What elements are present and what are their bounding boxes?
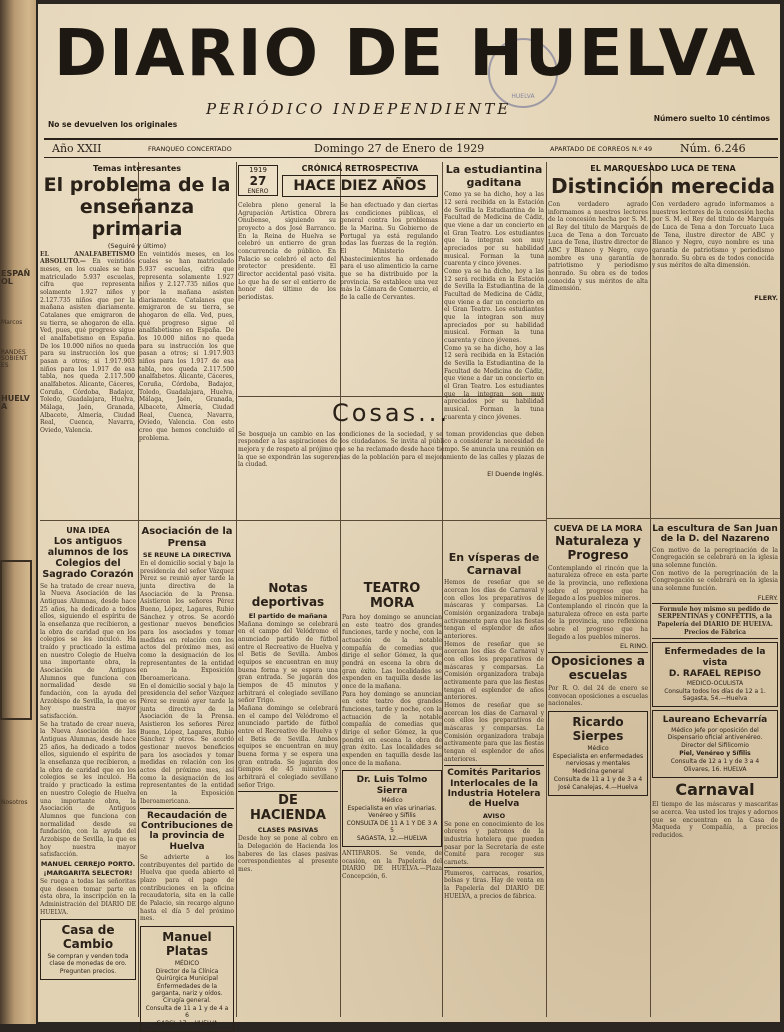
ad-line: José Canalejas, 4.—Huelva	[558, 783, 638, 791]
article-headline: Cosas...	[331, 399, 451, 427]
casa-de-cambio-ad	[40, 919, 136, 980]
article-tail: Con esto creo que hemos concluido el problema.	[139, 419, 234, 442]
post-box: APARTADO DE CORREOS N.º 49	[550, 145, 653, 153]
ad-name: D. RAFAEL REPISO	[668, 669, 762, 680]
ad-line: GARCI, 17.—HUELVA	[156, 1019, 218, 1027]
price-notice: Número suelto 10 céntimos	[653, 114, 770, 123]
ad-subtitle: Médico	[381, 797, 403, 804]
article-body: El tiempo de las máscaras y mascaritas se acerca. Vea usted los trajes y adornos que se encuentran en la Casa de Maqueda y Compañía, a precios reducidos.	[652, 801, 778, 839]
article-body: Mañana domingo se celebrará en el campo del Velódromo el anunciado partido de fútbol entre el Recreativo de Huelva y el Betis de Sevilla. Ambos equipos se encuentran en muy buena forma y se espera una gran entrada. Se jugarán dos tiempos de 45 minutos y arbitrará el colegiado sevillano señor Trigo.	[238, 620, 338, 705]
laureano-echevarria-ad	[652, 710, 778, 777]
binding-fragment: HUELVA	[1, 394, 30, 412]
notice-body: Plumeros, carracas, rosarios, bolsas y tiras. Hay de venta en la Papelería del DIARIO DE HUELVA, a precios de fábrica.	[444, 867, 544, 901]
binding-fragment: Marcos	[1, 319, 23, 326]
article-headline: DE HACIENDA	[238, 791, 338, 824]
serpentinas-ad: Formule hoy mismo su pedido de SERPENTINAS y CONFETTIS, a la Papelería del DIARIO DE HUELVA. Precios de Fábrica	[652, 603, 778, 640]
article-distincion	[548, 162, 778, 514]
article-headline: HACE DIEZ AÑOS	[282, 175, 438, 197]
article-kicker: CUEVA DE LA MORA	[553, 524, 643, 533]
article-signature: MANUEL CERREJO PORTO.	[40, 859, 136, 868]
ad-line: Especialista en enfermedades nerviosas y mentales	[552, 752, 644, 767]
article-body: Con motivo de la peregrinación de la Congregación se celebrará en la iglesia una solemne función.	[652, 569, 778, 593]
article-subhead: SE REUNE LA DIRECTIVA	[142, 551, 232, 559]
column-rule	[236, 162, 237, 1017]
ad-line: SAGASTA, 12.—HUELVA	[356, 835, 428, 842]
article-body: Mañana domingo se celebrará en el campo del Velódromo el anunciado partido de fútbol entre el Recreativo de Huelva y el Betis de Sevilla. Ambos equipos se encuentran en muy buena forma y se espera una gran entrada. Se jugarán dos tiempos de 45 minutos y arbitrará el colegiado sevillano señor Trigo.	[238, 704, 338, 789]
ad-title: Manuel Platas	[162, 929, 212, 958]
binding-fragment: RANDES SOBIENTES	[1, 349, 28, 369]
ad-line: Director del Sifilicomio	[681, 741, 749, 749]
article-body: Como ya se ha dicho, hoy a las 12 será recibida en la Estación de Sevilla la Estudiantina de la Facultad de Medicina de Cádiz, que viene a dar un concierto en el Gran Teatro. Los estudiantes que la integran son muy apreciados por su habilidad musical. Forman la tuna cuarenta y cinco jóvenes.	[444, 344, 544, 421]
article-headline: Distinción merecida	[550, 174, 776, 198]
ad-title: Ricardo Sierpes	[572, 714, 624, 743]
article-kicker: CRÓNICA RETROSPECTIVA	[301, 164, 419, 173]
article-body: Celebra pleno general la Agrupación Artística Obrera Onubense, siguiendo su proyecto a dos José Barranco. En la Reina de Huelva se celebró un entierro de gran concurrencia de público. En Palacio se celebró el acto del protector presidente. El director accidental pasó visita. Lo que ha de ser el entierro de honor del último de los periodistas.	[238, 202, 336, 302]
article-body: Con verdadero agrado informamos a nuestros lectores de la concesión hecha por S. M. el Rey del título de Marqués de Luca de Tena a don Torcuato Luca de Tena, ilustre director de ABC y Blanco y Negro, cuyo nombre es una garantía de patriotismo y periodismo honrado. Su obra es de todos conocida y sus méritos de alta dimensión.	[548, 201, 648, 293]
article-signature: FLERY.	[754, 294, 778, 303]
dateline-bar	[44, 138, 778, 158]
newspaper-page	[38, 4, 780, 1027]
article-byline: (Seguiré y último)	[107, 241, 167, 250]
ad-line: Medicina general	[572, 767, 624, 775]
article-kicker: Temas interesantes	[92, 164, 182, 173]
article-headline: La estudiantina gaditana	[445, 163, 543, 189]
article-body: En veintidós meses, en los cuales se han matriculado 5.937 escuelas, cifra que representa solamente 1.927 niños y 2.127.735 niños que por la mañana asisten diariamente. Catalanes que emigraron de su tierra, se ahogaron de ella. Ved, pues, qué progreso sigue el analfabetismo en España. De los 10.000 niños no queda para su instrucción los que pasan a otros; si 1.917.903 niños para los 1.917 de esa tabla, nos queda 2.117.500 analfabetos. Alicante, Cáceres, Coruña, Córdoba, Badajoz, Toledo, Guadalajara, Huelva, Málaga, Jaén, Granada, Albacete, Almería, Ciudad Real, Cuenca, Navarra, Oviedo, Valencia.	[139, 250, 234, 427]
ad-line: Piel, Venéreo y Sífilis	[679, 749, 751, 757]
issue-date: Domingo 27 de Enero de 1929	[314, 142, 485, 155]
article-ensenanza	[40, 162, 234, 514]
article-headline: Comités Paritarios Interlocales de la Industria Hotelera de Huelva	[444, 765, 544, 809]
article-signature: FLERY.	[757, 593, 778, 602]
ad-line: Consulta todos los días de 12 a 1. Sagasta, 54.—Huelva	[664, 688, 766, 703]
article-headline: La escultura de San Juan de la D. del Nazareno	[652, 524, 778, 545]
article-body: Contemplando el rincón que la naturaleza ofrece en esta parte de la provincia, uno reflexiona sobre el progreso que ha llegado a los pueblos mineros.	[548, 602, 648, 641]
article-subhead: El partido de mañana	[248, 611, 328, 620]
section-rule	[546, 518, 780, 519]
article-body: Para hoy domingo se anuncian en este teatro dos grandes funciones, tarde y noche, con la actuación de la notable compañía de comedias que dirige el señor Gómez, la que pondrá en escena la obra de gran éxito. Las localidades se expenden en taquilla desde las once de la mañana.	[342, 690, 442, 767]
article-body: Se advierte a los contribuyentes del partido de Huelva que queda abierto el plazo para el pago de contribuciones en la oficina recaudatoria, sita en la calle de Palacio, sin recargo alguno hasta el día 5 del próximo mes.	[140, 853, 234, 923]
article-body: Para hoy domingo se anuncian en este teatro dos grandes funciones, tarde y noche, con la actuación de la notable compañía de comedias que dirige el señor Gómez, la que pondrá en escena la obra de gran éxito. Las localidades se expenden en taquilla desde las once de la mañana.	[342, 613, 442, 690]
ad-title: Enfermedades de la vista	[664, 647, 766, 668]
article-signature: El Duende Inglés.	[487, 469, 544, 478]
article-body: Hemos de reseñar que se acercan los días de Carnaval y con ellos los preparativos de máscaras y comparsas. La Comisión organizadora trabaja activamente para que las fiestas tengan el esplendor de años anteriores.	[444, 579, 544, 640]
ad-subtitle: MEDICO-OCULISTA	[686, 680, 744, 688]
article-headline: Carnaval	[675, 779, 755, 799]
article-hace-diez-anos	[238, 162, 438, 394]
binding-ad-frame	[0, 560, 32, 720]
article-body: Hemos de reseñar que se acercan los días de Carnaval y con ellos los preparativos de máscaras y comparsas. La Comisión organizadora trabaja activamente para que las fiestas tengan el esplendor de años anteriores.	[444, 640, 544, 702]
notice-body: ANTIFAROS. Se vende, de ocasión, en la Papelería del DIARIO DE HUELVA.—Plaza Concepción, 6.	[342, 850, 442, 881]
article-headline: TEATRO MORA	[363, 581, 421, 611]
book-binding	[0, 0, 36, 1024]
article-body: Se han efectuado y dan ciertas las condiciones públicas, el general contra los problemas de la Marina. Su Gobierno de Portugal ya está regulando todas las fuerzas de la región. El Ministerio de Abastecimientos ha ordenado para el uso alimenticio la carne que se ha distribuido por la provincia. Se establece una vez más la Cámara de Comercio, el de la calle de Cervantes.	[340, 202, 438, 302]
notice-title: ¡MARGARITA SELECTOR!	[43, 868, 133, 877]
article-kicker: EL MARQUESADO LUCA DE TENA	[590, 164, 736, 173]
newspaper-subtitle: PERIÓDICO INDEPENDIENTE	[206, 100, 512, 118]
article-escultura	[652, 522, 778, 1014]
article-asociacion-prensa	[140, 524, 234, 1027]
ad-line: Enfermedades de la garganta, nariz y oídos. Cirugía general.	[151, 982, 223, 1004]
ad-title: Dr. Luis Tolmo Sierra	[356, 775, 428, 796]
article-headline: En vísperas de Carnaval	[448, 551, 540, 577]
article-estudiantina	[444, 162, 544, 552]
article-body: Hemos de reseñar que se acercan los días de Carnaval y con ellos los preparativos de máscaras y comparsas. La Comisión organizadora trabaja activamente para que las fiestas tengan el esplendor de años anteriores.	[444, 702, 544, 763]
postage-note: FRANQUEO CONCERTADO	[148, 145, 232, 153]
article-notas-deportivas	[238, 580, 338, 1014]
manuel-platas-ad	[140, 926, 234, 1032]
article-visperas-carnaval	[444, 550, 544, 1014]
article-body: Con motivo de la peregrinación de la Congregación se celebrará en la iglesia una solemne función.	[652, 546, 778, 570]
article-body: Como ya se ha dicho, hoy a las 12 será recibida en la Estación de Sevilla la Estudiantina de la Facultad de Medicina de Cádiz, que viene a dar un concierto en el Gran Teatro. Los estudiantes que la integran son muy apreciados por su habilidad musical. Forman la tuna cuarenta y cinco jóvenes.	[444, 191, 544, 268]
article-body: Se bosqueja un cambio en las condiciones de la sociedad, y se toman providencias que deben responder a las aspiraciones de los ciudadanos. Se invita al público a considerar la necesidad de mejora y de respeto al prójimo que se ha reclamado desde hace tiempo. Se anuncia una reunión en la que se expondrán las sugerencias de la población para el mejoramiento de las calles y plazas de la ciudad.	[238, 430, 544, 469]
article-body: En el domicilio social y bajo la presidencia del señor Vázquez Pérez se reunió ayer tarde la junta directiva de la Asociación de la Prensa. Asistieron los señores Pérez Bueno, López, Lagares, Rubio Sánchez y otros. Se acordó gestionar nuevos beneficios para los asociados y tomar medidas en relación con los actos del próximo mes, así como la designación de los representantes de la entidad en la Exposición Iberoamericana.	[140, 682, 234, 805]
article-headline: Recaudación de Contribuciones de la provincia de Huelva	[140, 808, 234, 852]
article-subhead: AVISO	[482, 811, 506, 820]
article-body: Se pone en conocimiento de los obreros y patronos de la industria hotelera que pueden pasar por la Secretaría de este Comité para recoger sus carnets.	[444, 820, 544, 867]
masthead	[44, 8, 778, 140]
ad-line: Olivares, 16. HUELVA	[683, 765, 747, 773]
volume-year: Año XXII	[52, 142, 102, 155]
article-body: Se ha tratado de crear nueva, la Nueva Asociación de las Antiguas Alumnas, desde hace 25 años, ha dedicado a todos ellos, siguiendo el espíritu de la enseñanza que recibieron, a la obra de caridad que en los colegios se les inculcó. Ha traído y practicado la estima en nuestro Colegio de Huelva una importante obra, la Asociación de Antiguos Alumnos que funciona con normalidad desde su fundación, con la ayuda del Arzobispo de Sevilla, la que es hoy nuestra mayor satisfacción.	[40, 582, 136, 721]
date-box: 1919 27 ENERO	[238, 165, 278, 196]
ad-line: Se compran y venden toda clase de monedas de oro.	[47, 952, 129, 967]
article-body: En el domicilio social y bajo la presidencia del señor Vázquez Pérez se reunió ayer tarde la junta directiva de la Asociación de la Prensa. Asistieron los señores Pérez Bueno, López, Lagares, Rubio Sánchez y otros. Se acordó gestionar nuevos beneficios para los asociados y tomar medidas en relación con los actos del próximo mes, así como la designación de los representantes de la entidad en la Exposición Iberoamericana.	[140, 560, 234, 683]
ad-line: Consulta de 11 a 1 y de 4 a 6	[145, 1004, 229, 1019]
article-headline: Naturaleza y Progreso	[555, 534, 641, 562]
article-body: Con verdadero agrado informamos a nuestros lectores de la concesión hecha por S. M. el Rey del título de Marqués de Luca de Tena a don Torcuato Luca de Tena, ilustre director de ABC y Blanco y Negro, cuyo nombre es una garantía de patriotismo y periodismo honrado. Su obra es de todos conocida y sus méritos de alta dimensión.	[652, 201, 774, 270]
article-signature: EL RINO.	[619, 642, 648, 651]
binding-fragment: ESPAÑOL	[1, 269, 31, 287]
ad-subtitle: MÉDICO	[174, 959, 200, 967]
article-body: Contemplando el rincón que la naturaleza ofrece en esta parte de la provincia, uno reflexiona sobre el progreso que ha llegado a los pueblos mineros.	[548, 564, 648, 603]
article-headline: Notas deportivas	[251, 581, 325, 609]
binding-fragment: Nosotros	[1, 799, 28, 806]
article-antiguos-alumnos	[40, 524, 136, 1014]
issue-number: Núm. 6.246	[680, 142, 746, 155]
newspaper-title: DIARIO DE HUELVA	[54, 17, 758, 91]
ad-line: CONSULTA DE 11 A 1 Y DE 3 A 5	[346, 820, 438, 834]
ad-title: Laureano Echevarría	[662, 715, 768, 726]
rafael-repiso-ad	[652, 642, 778, 707]
article-body: Desde hoy se pone al cobro en la Delegación de Hacienda los haberes de las clases pasivas correspondientes al presente mes.	[238, 835, 338, 873]
originals-notice: No se devuelven los originales	[48, 120, 178, 129]
article-lead: EL ANALFABETISMO ABSOLUTO.—	[40, 250, 135, 266]
notice-body: Se ruega a todas las señoritas que deseen tomar parte en esta obra, la inscripción en la Administración del DIARIO DE HUELVA.	[40, 877, 136, 916]
ad-subtitle: Médico	[587, 744, 609, 752]
ad-line: Director de la Clínica Quirúrgica Municipal	[155, 967, 219, 982]
ad-line: Especialista en vías urinarias. Venéreo y Sífilis	[347, 805, 437, 819]
article-body: Por R. O. del 24 de enero se convocan oposiciones a escuelas nacionales.	[548, 684, 648, 708]
article-headline: Oposiciones a escuelas	[548, 652, 648, 683]
article-body: Como ya se ha dicho, hoy a las 12 será recibida en la Estación de Sevilla la Estudiantina de la Facultad de Medicina de Cádiz, que viene a dar un concierto en el Gran Teatro. Los estudiantes que la integran son muy apreciados por su habilidad musical. Forman la tuna cuarenta y cinco jóvenes.	[444, 268, 544, 345]
article-headline: Los antiguos alumnos de los Colegios del Sagrado Corazón	[42, 536, 134, 580]
library-stamp: HUELVA	[488, 38, 558, 108]
article-naturaleza	[548, 522, 648, 1014]
ad-line: Médico Jefe por oposición del Dispensario oficial antivenéreo.	[667, 726, 763, 741]
article-kicker: UNA IDEA	[66, 526, 110, 535]
column-rule	[546, 162, 547, 1017]
ricardo-sierpes-ad	[548, 711, 648, 796]
ad-line: Pregunten precios.	[59, 967, 117, 975]
article-headline: Asociación de la Prensa	[141, 526, 233, 549]
ad-line: Consulta de 12 a 1 y de 3 a 4	[670, 757, 760, 765]
article-subhead: CLASES PASIVAS	[257, 826, 319, 835]
ad-title: Casa de Cambio	[61, 923, 115, 952]
article-body: Se ha tratado de crear nueva, la Nueva Asociación de las Antiguas Alumnas, desde hace 25 años, ha dedicado a todos ellos, siguiendo el espíritu de la enseñanza que recibieron, a la obra de caridad que en los colegios se les inculcó. Ha traído y practicado la estima en nuestro Colegio de Huelva una importante obra, la Asociación de Antiguos Alumnos que funciona con normalidad desde su fundación, con la ayuda del Arzobispo de Sevilla, la que es hoy nuestra mayor satisfacción.	[40, 720, 136, 859]
article-teatro-mora	[342, 580, 442, 1014]
column-rule	[442, 162, 443, 1017]
article-headline: El problema de la enseñanza primaria	[43, 174, 231, 240]
article-body: En veintidós meses, en los cuales se han matriculado 5.937 escuelas, cifra que representa solamente 1.927 niños y 2.127.735 niños que por la mañana asisten diariamente. Catalanes que emigraron de su tierra, se ahogaron de ella. Ved, pues, qué progreso sigue el analfabetismo en España. De los 10.000 niños no queda para su instrucción los que pasan a otros; si 1.917.903 niños para los 1.917 de esa tabla, nos queda 2.117.500 analfabetos. Alicante, Cáceres, Coruña, Córdoba, Badajoz, Toledo, Guadalajara, Huelva, Málaga, Jaén, Granada, Albacete, Almería, Ciudad Real, Cuenca, Navarra, Oviedo, Valencia.	[40, 258, 135, 434]
ad-line: Consulta de 11 a 1 y de 3 a 4	[553, 775, 643, 783]
luis-tolmo-ad	[342, 770, 442, 847]
